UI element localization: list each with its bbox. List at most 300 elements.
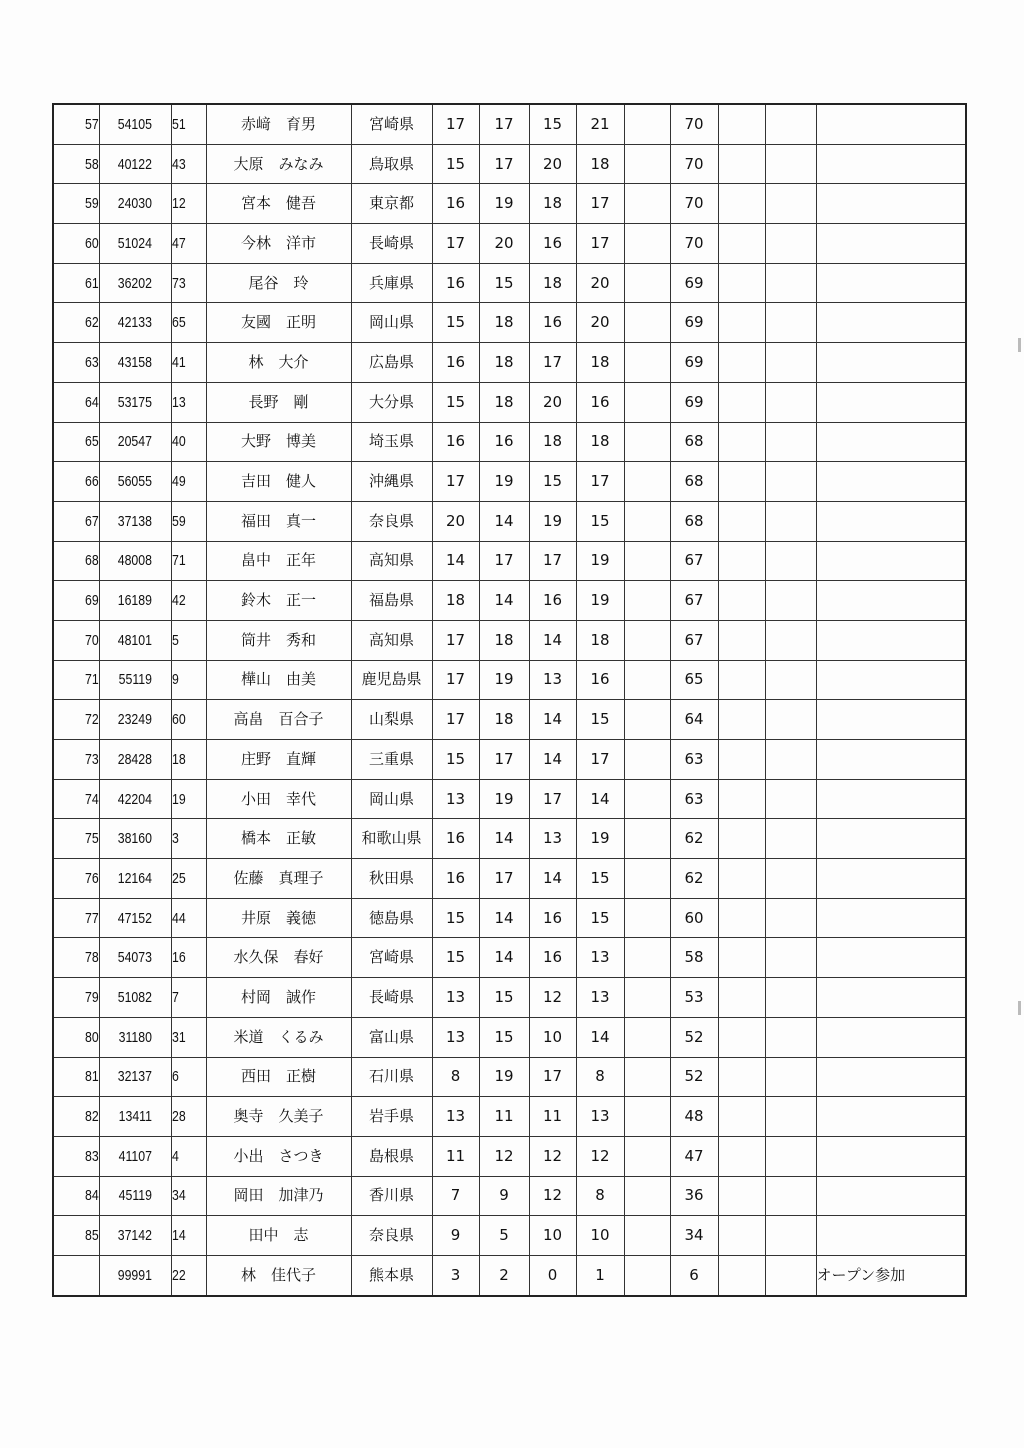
- entry-id-text: 16189: [117, 592, 153, 610]
- score-5-cell: [624, 1255, 670, 1295]
- rank-cell: [53, 581, 99, 621]
- score-1-cell: 11: [432, 1136, 479, 1176]
- rank-text: 57: [84, 115, 99, 133]
- score-3-cell: 12: [529, 978, 576, 1018]
- remarks-cell: [816, 700, 966, 740]
- score-4-cell: 18: [576, 620, 624, 660]
- score-4-cell: 19: [576, 541, 624, 581]
- bib-number-text: 3: [171, 830, 179, 848]
- remarks-cell: [816, 224, 966, 264]
- prefecture-cell: 石川県: [351, 1057, 432, 1097]
- score-1-cell: 16: [432, 422, 479, 462]
- rank-cell: [53, 1097, 99, 1137]
- score-5-cell: [624, 263, 670, 303]
- score-5-cell: [624, 859, 670, 899]
- score-2-cell: 18: [479, 382, 529, 422]
- rank-cell: [53, 104, 99, 144]
- score-3-cell: 18: [529, 422, 576, 462]
- score-3-cell: 10: [529, 1017, 576, 1057]
- extra-2-cell: [765, 1255, 816, 1295]
- total-score-cell: 64: [670, 700, 718, 740]
- bib-number-cell: [171, 462, 206, 502]
- score-2-cell: 9: [479, 1176, 529, 1216]
- score-5-cell: [624, 1057, 670, 1097]
- score-3-cell: 19: [529, 501, 576, 541]
- bib-number-cell: [171, 1255, 206, 1295]
- extra-2-cell: [765, 779, 816, 819]
- rank-cell: [53, 422, 99, 462]
- rank-text: 79: [84, 988, 99, 1006]
- score-5-cell: [624, 1176, 670, 1216]
- bib-number-cell: [171, 541, 206, 581]
- entry-id-cell: [99, 740, 171, 780]
- bib-number-text: 7: [171, 988, 179, 1006]
- prefecture-cell: 岩手県: [351, 1097, 432, 1137]
- total-score-cell: 68: [670, 422, 718, 462]
- bib-number-cell: [171, 819, 206, 859]
- bib-number-cell: [171, 859, 206, 899]
- entry-id-text: 23249: [117, 711, 153, 729]
- score-3-cell: 13: [529, 819, 576, 859]
- bib-number-text: 60: [171, 711, 186, 729]
- table-row: [53, 303, 966, 343]
- prefecture-cell: 長崎県: [351, 978, 432, 1018]
- prefecture-cell: 高知県: [351, 541, 432, 581]
- table-row: [53, 343, 966, 383]
- bib-number-cell: [171, 938, 206, 978]
- score-2-cell: 17: [479, 859, 529, 899]
- score-1-cell: 13: [432, 978, 479, 1018]
- bib-number-cell: [171, 422, 206, 462]
- bib-number-text: 18: [171, 750, 186, 768]
- rank-cell: [53, 898, 99, 938]
- remarks-cell: [816, 1176, 966, 1216]
- score-1-cell: 18: [432, 581, 479, 621]
- score-4-cell: 17: [576, 462, 624, 502]
- entry-id-cell: [99, 660, 171, 700]
- extra-2-cell: [765, 184, 816, 224]
- total-score-cell: 68: [670, 462, 718, 502]
- total-score-cell: 67: [670, 581, 718, 621]
- player-name-cell: 水久保 春好: [206, 938, 351, 978]
- rank-text: 76: [84, 869, 99, 887]
- score-3-cell: 0: [529, 1255, 576, 1295]
- entry-id-text: 42133: [117, 314, 153, 332]
- extra-1-cell: [718, 779, 765, 819]
- player-name-cell: 吉田 健人: [206, 462, 351, 502]
- player-name-cell: 赤﨑 育男: [206, 104, 351, 144]
- bib-number-cell: [171, 1136, 206, 1176]
- extra-2-cell: [765, 382, 816, 422]
- prefecture-cell: 島根県: [351, 1136, 432, 1176]
- score-5-cell: [624, 422, 670, 462]
- score-5-cell: [624, 978, 670, 1018]
- score-4-cell: 12: [576, 1136, 624, 1176]
- player-name-cell: 小出 さつき: [206, 1136, 351, 1176]
- total-score-cell: 62: [670, 859, 718, 899]
- prefecture-cell: 奈良県: [351, 501, 432, 541]
- rank-cell: [53, 224, 99, 264]
- extra-1-cell: [718, 1255, 765, 1295]
- table-row: [53, 1097, 966, 1137]
- extra-1-cell: [718, 740, 765, 780]
- entry-id-cell: [99, 184, 171, 224]
- player-name-cell: 林 佳代子: [206, 1255, 351, 1295]
- table-row: [53, 660, 966, 700]
- entry-id-cell: [99, 422, 171, 462]
- bib-number-cell: [171, 620, 206, 660]
- score-1-cell: 7: [432, 1176, 479, 1216]
- bib-number-text: 22: [171, 1266, 186, 1284]
- prefecture-cell: 熊本県: [351, 1255, 432, 1295]
- entry-id-text: 31180: [118, 1028, 152, 1046]
- bib-number-text: 44: [171, 909, 186, 927]
- table-row: [53, 938, 966, 978]
- score-4-cell: 1: [576, 1255, 624, 1295]
- rank-cell: [53, 1136, 99, 1176]
- score-1-cell: 17: [432, 224, 479, 264]
- score-4-cell: 18: [576, 144, 624, 184]
- score-1-cell: 15: [432, 144, 479, 184]
- score-4-cell: 13: [576, 1097, 624, 1137]
- score-1-cell: 16: [432, 263, 479, 303]
- prefecture-cell: 岡山県: [351, 779, 432, 819]
- score-5-cell: [624, 104, 670, 144]
- score-2-cell: 18: [479, 303, 529, 343]
- player-name-cell: 井原 義徳: [206, 898, 351, 938]
- score-1-cell: 17: [432, 660, 479, 700]
- bib-number-cell: [171, 1017, 206, 1057]
- table-row: [53, 1017, 966, 1057]
- player-name-cell: 岡田 加津乃: [206, 1176, 351, 1216]
- rank-cell: [53, 1176, 99, 1216]
- bib-number-text: 19: [171, 790, 186, 808]
- scan-mark: [1018, 338, 1021, 352]
- bib-number-cell: [171, 263, 206, 303]
- extra-1-cell: [718, 581, 765, 621]
- score-1-cell: 17: [432, 462, 479, 502]
- entry-id-cell: [99, 343, 171, 383]
- entry-id-text: 54105: [117, 115, 153, 133]
- rank-cell: [53, 303, 99, 343]
- remarks-cell: [816, 1136, 966, 1176]
- score-5-cell: [624, 819, 670, 859]
- bib-number-text: 5: [171, 631, 179, 649]
- score-4-cell: 17: [576, 224, 624, 264]
- rank-cell: [53, 343, 99, 383]
- score-5-cell: [624, 660, 670, 700]
- score-5-cell: [624, 382, 670, 422]
- score-2-cell: 17: [479, 541, 529, 581]
- bib-number-text: 6: [171, 1068, 179, 1086]
- table-row: [53, 779, 966, 819]
- rank-cell: [53, 938, 99, 978]
- extra-1-cell: [718, 224, 765, 264]
- remarks-cell: [816, 462, 966, 502]
- bib-number-text: 49: [171, 473, 186, 491]
- bib-number-cell: [171, 343, 206, 383]
- extra-1-cell: [718, 1176, 765, 1216]
- score-2-cell: 17: [479, 144, 529, 184]
- table-row: [53, 581, 966, 621]
- extra-2-cell: [765, 144, 816, 184]
- table-row: [53, 541, 966, 581]
- score-4-cell: 14: [576, 1017, 624, 1057]
- player-name-cell: 大野 博美: [206, 422, 351, 462]
- remarks-cell: [816, 303, 966, 343]
- bib-number-cell: [171, 144, 206, 184]
- rank-text: 60: [84, 234, 99, 252]
- extra-1-cell: [718, 263, 765, 303]
- extra-1-cell: [718, 700, 765, 740]
- score-2-cell: 2: [479, 1255, 529, 1295]
- score-3-cell: 10: [529, 1216, 576, 1256]
- rank-text: 66: [84, 473, 99, 491]
- bib-number-text: 34: [171, 1187, 186, 1205]
- extra-1-cell: [718, 303, 765, 343]
- remarks-cell: [816, 382, 966, 422]
- prefecture-cell: 鹿児島県: [351, 660, 432, 700]
- extra-1-cell: [718, 978, 765, 1018]
- score-5-cell: [624, 144, 670, 184]
- player-name-cell: 西田 正樹: [206, 1057, 351, 1097]
- score-1-cell: 16: [432, 859, 479, 899]
- score-5-cell: [624, 303, 670, 343]
- entry-id-text: 53175: [117, 393, 153, 411]
- prefecture-cell: 宮崎県: [351, 938, 432, 978]
- entry-id-cell: [99, 1216, 171, 1256]
- bib-number-text: 40: [171, 433, 186, 451]
- score-1-cell: 16: [432, 343, 479, 383]
- extra-2-cell: [765, 700, 816, 740]
- extra-1-cell: [718, 541, 765, 581]
- score-2-cell: 15: [479, 1017, 529, 1057]
- extra-2-cell: [765, 501, 816, 541]
- rank-text: 67: [84, 512, 99, 530]
- rank-cell: [53, 859, 99, 899]
- score-3-cell: 17: [529, 1057, 576, 1097]
- player-name-cell: 庄野 直輝: [206, 740, 351, 780]
- entry-id-text: 24030: [117, 195, 153, 213]
- remarks-cell: [816, 501, 966, 541]
- entry-id-cell: [99, 978, 171, 1018]
- rank-cell: [53, 819, 99, 859]
- prefecture-cell: 高知県: [351, 620, 432, 660]
- player-name-cell: 橋本 正敏: [206, 819, 351, 859]
- score-5-cell: [624, 501, 670, 541]
- extra-2-cell: [765, 462, 816, 502]
- extra-1-cell: [718, 501, 765, 541]
- rank-cell: [53, 740, 99, 780]
- total-score-cell: 70: [670, 224, 718, 264]
- player-name-cell: 福田 真一: [206, 501, 351, 541]
- remarks-cell: [816, 740, 966, 780]
- player-name-cell: 樺山 由美: [206, 660, 351, 700]
- remarks-cell: [816, 898, 966, 938]
- remarks-cell: [816, 1057, 966, 1097]
- extra-2-cell: [765, 740, 816, 780]
- extra-2-cell: [765, 1097, 816, 1137]
- rank-text: 85: [84, 1227, 99, 1245]
- results-table: [52, 103, 967, 1297]
- extra-1-cell: [718, 422, 765, 462]
- bib-number-cell: [171, 700, 206, 740]
- remarks-cell: [816, 581, 966, 621]
- total-score-cell: 6: [670, 1255, 718, 1295]
- score-1-cell: 17: [432, 620, 479, 660]
- score-4-cell: 8: [576, 1057, 624, 1097]
- score-5-cell: [624, 541, 670, 581]
- entry-id-text: 40122: [117, 155, 153, 173]
- extra-2-cell: [765, 978, 816, 1018]
- rank-text: 77: [84, 909, 99, 927]
- score-3-cell: 15: [529, 462, 576, 502]
- remarks-cell: [816, 343, 966, 383]
- table-row: [53, 620, 966, 660]
- table-row: [53, 1255, 966, 1295]
- score-3-cell: 20: [529, 382, 576, 422]
- bib-number-text: 47: [171, 234, 186, 252]
- entry-id-cell: [99, 779, 171, 819]
- entry-id-cell: [99, 1136, 171, 1176]
- score-4-cell: 20: [576, 263, 624, 303]
- rank-cell: [53, 1017, 99, 1057]
- bib-number-cell: [171, 978, 206, 1018]
- rank-cell: [53, 501, 99, 541]
- bib-number-text: 9: [171, 671, 179, 689]
- rank-cell: [53, 978, 99, 1018]
- score-3-cell: 15: [529, 104, 576, 144]
- score-2-cell: 19: [479, 1057, 529, 1097]
- remarks-cell: [816, 144, 966, 184]
- entry-id-cell: [99, 898, 171, 938]
- prefecture-cell: 三重県: [351, 740, 432, 780]
- score-1-cell: 17: [432, 700, 479, 740]
- table-row: [53, 1216, 966, 1256]
- rank-text: 84: [84, 1187, 99, 1205]
- bib-number-text: 16: [171, 949, 186, 967]
- rank-cell: [53, 700, 99, 740]
- prefecture-cell: 長崎県: [351, 224, 432, 264]
- entry-id-text: 45119: [118, 1187, 152, 1205]
- rank-cell: [53, 1216, 99, 1256]
- rank-text: 74: [84, 790, 99, 808]
- bib-number-text: 42: [171, 592, 186, 610]
- rank-text: 75: [84, 830, 99, 848]
- score-3-cell: 16: [529, 581, 576, 621]
- score-3-cell: 16: [529, 898, 576, 938]
- score-2-cell: 14: [479, 501, 529, 541]
- score-5-cell: [624, 898, 670, 938]
- player-name-cell: 鈴木 正一: [206, 581, 351, 621]
- score-5-cell: [624, 1017, 670, 1057]
- extra-1-cell: [718, 1136, 765, 1176]
- score-5-cell: [624, 462, 670, 502]
- score-2-cell: 19: [479, 660, 529, 700]
- player-name-cell: 大原 みなみ: [206, 144, 351, 184]
- table-row: [53, 144, 966, 184]
- score-4-cell: 15: [576, 859, 624, 899]
- score-2-cell: 18: [479, 620, 529, 660]
- score-2-cell: 20: [479, 224, 529, 264]
- score-1-cell: 16: [432, 819, 479, 859]
- entry-id-cell: [99, 382, 171, 422]
- extra-1-cell: [718, 343, 765, 383]
- score-3-cell: 11: [529, 1097, 576, 1137]
- extra-1-cell: [718, 898, 765, 938]
- total-score-cell: 36: [670, 1176, 718, 1216]
- score-3-cell: 18: [529, 184, 576, 224]
- extra-2-cell: [765, 1176, 816, 1216]
- entry-id-text: 56055: [117, 473, 153, 491]
- remarks-cell: [816, 660, 966, 700]
- table-row: [53, 898, 966, 938]
- rank-text: 81: [84, 1068, 99, 1086]
- score-5-cell: [624, 938, 670, 978]
- score-4-cell: 17: [576, 184, 624, 224]
- total-score-cell: 63: [670, 779, 718, 819]
- score-3-cell: 13: [529, 660, 576, 700]
- score-2-cell: 17: [479, 740, 529, 780]
- player-name-cell: 高畠 百合子: [206, 700, 351, 740]
- score-3-cell: 16: [529, 224, 576, 264]
- extra-1-cell: [718, 184, 765, 224]
- score-2-cell: 12: [479, 1136, 529, 1176]
- prefecture-cell: 富山県: [351, 1017, 432, 1057]
- table-row: [53, 224, 966, 264]
- total-score-cell: 69: [670, 343, 718, 383]
- score-4-cell: 13: [576, 938, 624, 978]
- entry-id-cell: [99, 819, 171, 859]
- extra-1-cell: [718, 660, 765, 700]
- score-4-cell: 16: [576, 382, 624, 422]
- extra-2-cell: [765, 541, 816, 581]
- rank-text: 78: [84, 949, 99, 967]
- bib-number-cell: [171, 184, 206, 224]
- score-2-cell: 15: [479, 263, 529, 303]
- remarks-cell: [816, 819, 966, 859]
- prefecture-cell: 山梨県: [351, 700, 432, 740]
- entry-id-cell: [99, 462, 171, 502]
- entry-id-cell: [99, 224, 171, 264]
- score-2-cell: 19: [479, 462, 529, 502]
- entry-id-text: 12164: [117, 869, 153, 887]
- extra-2-cell: [765, 581, 816, 621]
- score-4-cell: 17: [576, 740, 624, 780]
- remarks-cell: [816, 541, 966, 581]
- bib-number-cell: [171, 382, 206, 422]
- extra-1-cell: [718, 1097, 765, 1137]
- entry-id-text: 41107: [118, 1147, 152, 1165]
- score-4-cell: 10: [576, 1216, 624, 1256]
- extra-2-cell: [765, 104, 816, 144]
- remarks-cell: [816, 184, 966, 224]
- extra-2-cell: [765, 660, 816, 700]
- player-name-cell: 宮本 健吾: [206, 184, 351, 224]
- score-3-cell: 17: [529, 343, 576, 383]
- score-2-cell: 19: [479, 779, 529, 819]
- entry-id-text: 13411: [118, 1108, 152, 1126]
- score-2-cell: 18: [479, 343, 529, 383]
- remarks-cell: [816, 1097, 966, 1137]
- total-score-cell: 60: [670, 898, 718, 938]
- score-3-cell: 12: [529, 1176, 576, 1216]
- player-name-cell: 林 大介: [206, 343, 351, 383]
- score-5-cell: [624, 224, 670, 264]
- score-3-cell: 16: [529, 938, 576, 978]
- score-1-cell: 13: [432, 1097, 479, 1137]
- bib-number-text: 25: [171, 869, 186, 887]
